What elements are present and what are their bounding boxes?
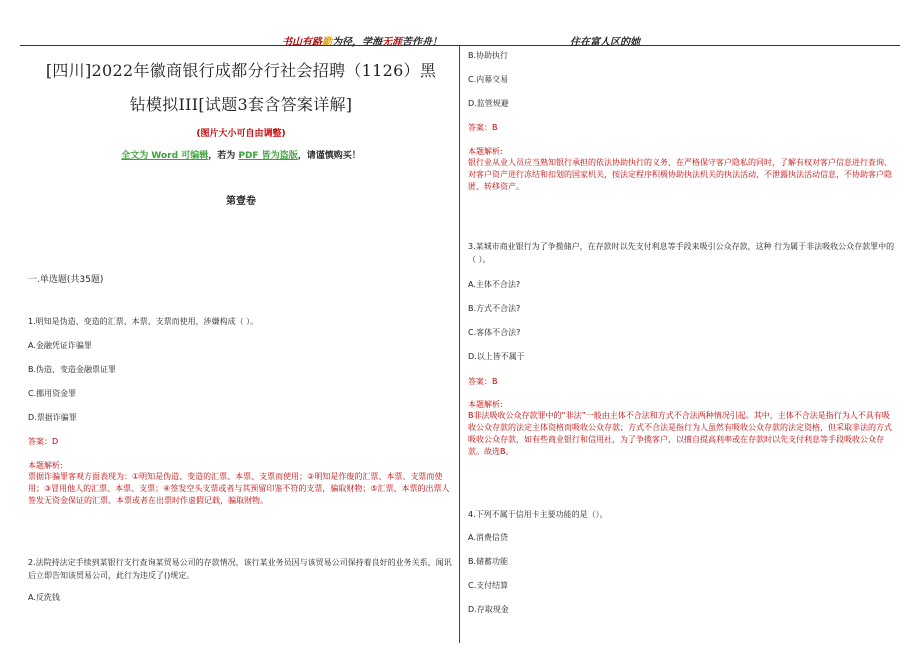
part-heading: 第壹卷 [226,196,256,207]
motto-part-5: 苦作舟！ [402,37,442,48]
q1-option-c: C.挪用资金罪 [28,389,77,398]
doc-title [28,54,454,122]
motto-part-2: 勤 [322,37,332,48]
notice-pdf: PDF 皆为盗版 [238,151,298,161]
q3-option-c: C.客体不合法? [468,328,521,337]
question-1: 1.明知是伪造、变造的汇票、本票、支票而使用，涉嫌构成（ ）。 [28,317,259,326]
left-column [28,46,454,207]
q1-answer: 答案：D [28,437,59,446]
edit-notice [28,148,454,161]
q3-explanation-title: 本题解析: [468,400,503,409]
q2-explanation-title: 本题解析: [468,147,503,156]
column-divider [459,46,460,643]
title-line-1: [四川]2022年徽商银行成都分行社会招聘（1126）黑 [45,61,437,80]
q4-option-c: C.支付结算 [468,581,509,590]
size-note: (图片大小可自由调整) [196,129,286,139]
q2-answer: 答案：B [468,123,498,132]
motto-part-3: 为径，学海 [332,37,382,48]
title-line-2: 钻模拟III[试题3套含答案详解] [129,95,353,114]
q3-option-d: D.以上皆不属于 [468,352,525,361]
q1-option-b: B.伪造、变造金融票证罪 [28,365,117,374]
question-4: 4.下列不属于信用卡主要功能的是（）。 [468,510,608,519]
question-2: 2.法院持法定手续到某银行支行查询某贸易公司的存款情况，该行某业务员因与该贸易公司保持着良好的业务关系，闻讯后立即告知该贸易公司，此行为违反了()规定。 [28,558,452,580]
motto-part-1: 书山有路 [282,37,322,48]
q2-option-b: B.协助执行 [468,51,509,60]
q3-answer: 答案：B [468,377,498,386]
section-heading: 一.单选题(共35题) [28,275,104,285]
q1-explanation-title: 本题解析: [28,461,63,470]
q2-option-d: D.监管规避 [468,99,509,108]
notice-end: ，请谨慎购买！ [297,151,361,161]
header-author: 住在富人区的她 [570,37,640,48]
q3-explanation: B非法吸收公众存款罪中的“非法”一般由主体不合法和方式不合法两种情况引起。其中，主体不合法是指行为人不具有吸收公众存款的法定主体资格而吸收公众存款；方式不合法是指行为人虽然有吸收公众存款的法定资格，但采取非法的方式吸收公众存款，如有些商业银行和信用社，为了争揽客户，以擅自提高利率或在存款时以先支付利息等手段吸收公众存款。故选B。 [468,411,892,456]
q2-explanation: 银行业从业人员应当熟知银行承担的依法协助执行的义务，在严格保守客户隐私的同时，了解有权对客户信息进行查询、对客户资产进行冻结和扣划的国家机关，按法定程序积极协助执法机关的执法活动，不泄露执法活动信息，不协助客户隐匿、转移资产。 [468,158,892,191]
q1-option-a: A.金融凭证诈骗罪 [28,341,92,350]
q1-option-d: D.票据诈骗罪 [28,413,77,422]
q2-option-a: A.反洗钱 [28,593,60,602]
q1-explanation: 票据诈骗罪客观方面表现为：①明知是伪造、变造的汇票、本票、支票而使用；②明知是作废的汇票、本票、支票而使用；③冒用他人的汇票、本票、支票；④签发空头支票或者与其预留印鉴不符的支票，骗取财物；⑤汇票、本票的出票人签发无资金保证的汇票、本票或者在出票时作虚假记载，骗取财物。 [28,472,450,505]
q3-option-b: B.方式不合法? [468,304,521,313]
question-3: 3.某城市商业银行为了争揽储户，在存款时以先支付利息等手段来吸引公众存款，这种 行为属于非法吸收公众存款罪中的（ ）。 [468,242,895,264]
notice-word: 全文为 Word 可编辑 [121,151,209,161]
notice-mid: ，若为 [208,151,239,161]
q3-option-a: A.主体不合法? [468,280,521,289]
motto-part-4: 无涯 [382,37,402,48]
q4-option-b: B.储蓄功能 [468,557,509,566]
q4-option-d: D.存取现金 [468,605,509,614]
q4-option-a: A.消费信贷 [468,533,508,542]
q2-option-c: C.内幕交易 [468,75,509,84]
